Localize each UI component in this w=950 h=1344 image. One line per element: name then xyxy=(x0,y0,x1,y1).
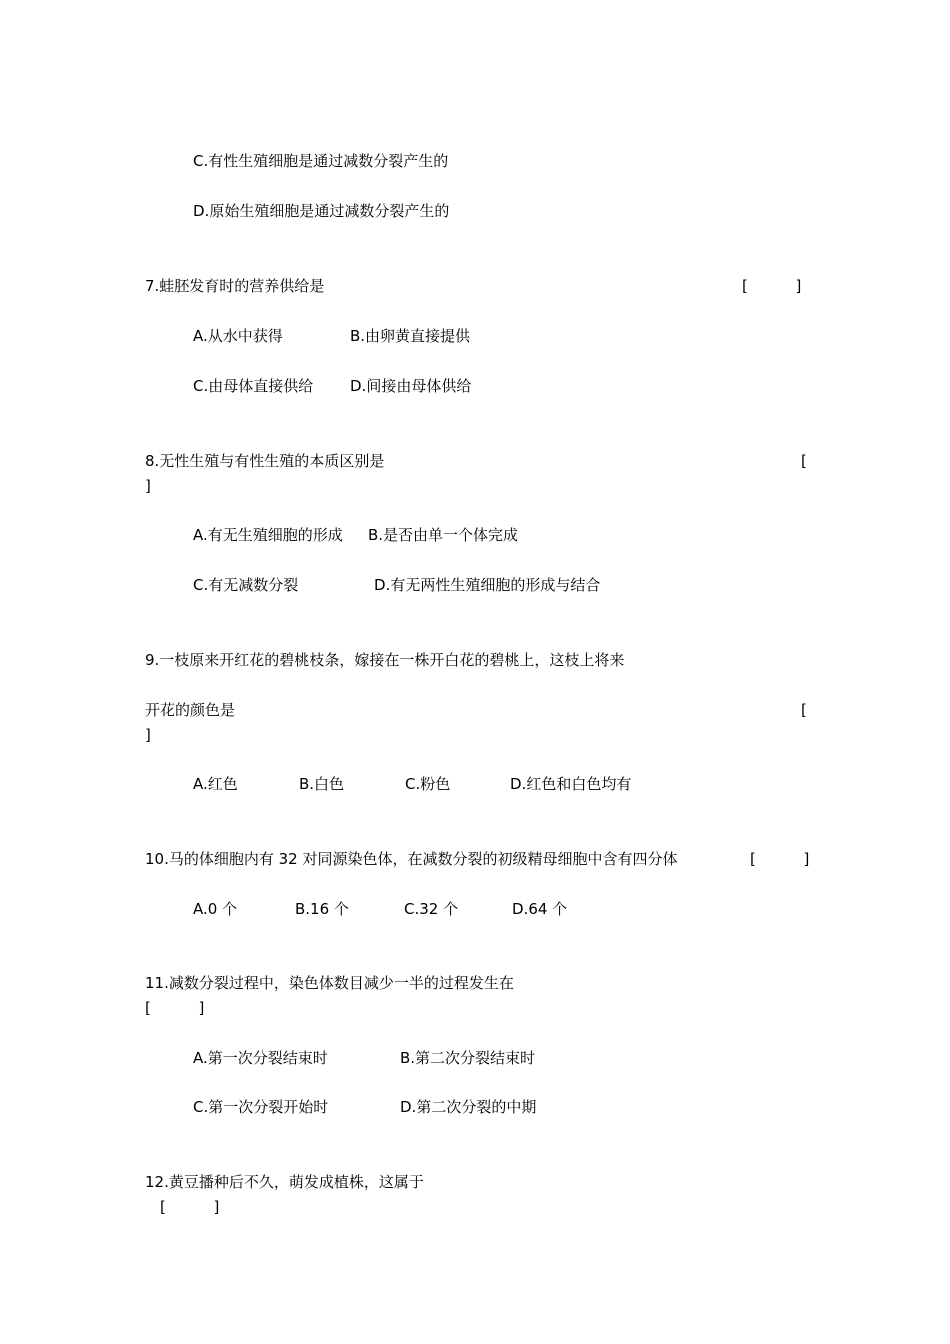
q8-option-a: A.有无生殖细胞的形成 xyxy=(193,526,343,544)
q11-option-b: B.第二次分裂结束时 xyxy=(400,1049,536,1067)
q7-option-c: C.由母体直接供给 xyxy=(193,377,314,395)
q9-stem-line-2: 开花的颜色是 xyxy=(145,701,236,719)
q10-option-b: B.16 个 xyxy=(295,900,349,918)
q7-stem: 7.蛙胚发育时的营养供给是 xyxy=(145,277,325,295)
q9-option-a: A.红色 xyxy=(193,775,238,793)
q8-option-b: B.是否由单一个体完成 xyxy=(368,526,519,544)
q11-answer-bracket: [ ] xyxy=(145,999,205,1017)
q6-option-c: C.有性生殖细胞是通过减数分裂产生的 xyxy=(193,152,449,170)
q7-option-d: D.间接由母体供给 xyxy=(350,377,472,395)
q11-stem: 11.减数分裂过程中，染色体数目减少一半的过程发生在 xyxy=(145,974,514,992)
q7-option-b: B.由卵黄直接提供 xyxy=(350,327,471,345)
q10-answer-bracket: [ ] xyxy=(750,850,810,868)
q8-bracket-open: [ xyxy=(801,452,807,470)
q11-option-c: C.第一次分裂开始时 xyxy=(193,1098,329,1116)
q10-option-a: A.0 个 xyxy=(193,900,238,918)
q11-option-a: A.第一次分裂结束时 xyxy=(193,1049,328,1067)
q8-option-c: C.有无减数分裂 xyxy=(193,576,299,594)
q8-bracket-close: ] xyxy=(145,477,151,495)
q12-answer-bracket: [ ] xyxy=(160,1198,220,1216)
q9-option-b: B.白色 xyxy=(299,775,345,793)
q6-option-d: D.原始生殖细胞是通过减数分裂产生的 xyxy=(193,202,450,220)
q9-option-c: C.粉色 xyxy=(405,775,451,793)
q10-option-d: D.64 个 xyxy=(512,900,568,918)
q10-option-c: C.32 个 xyxy=(404,900,459,918)
q8-option-d: D.有无两性生殖细胞的形成与结合 xyxy=(374,576,601,594)
q12-stem: 12.黄豆播种后不久，萌发成植株，这属于 xyxy=(145,1173,424,1191)
q7-option-a: A.从水中获得 xyxy=(193,327,283,345)
q8-stem: 8.无性生殖与有性生殖的本质区别是 xyxy=(145,452,385,470)
q11-option-d: D.第二次分裂的中期 xyxy=(400,1098,537,1116)
q7-answer-bracket: [ ] xyxy=(742,277,802,295)
q9-stem-line-1: 9.一枝原来开红花的碧桃枝条，嫁接在一株开白花的碧桃上，这枝上将来 xyxy=(145,651,625,669)
q10-stem: 10.马的体细胞内有 32 对同源染色体，在减数分裂的初级精母细胞中含有四分体 xyxy=(145,850,678,868)
q9-option-d: D.红色和白色均有 xyxy=(510,775,632,793)
q9-bracket-open: [ xyxy=(801,701,807,719)
q9-bracket-close: ] xyxy=(145,726,151,744)
